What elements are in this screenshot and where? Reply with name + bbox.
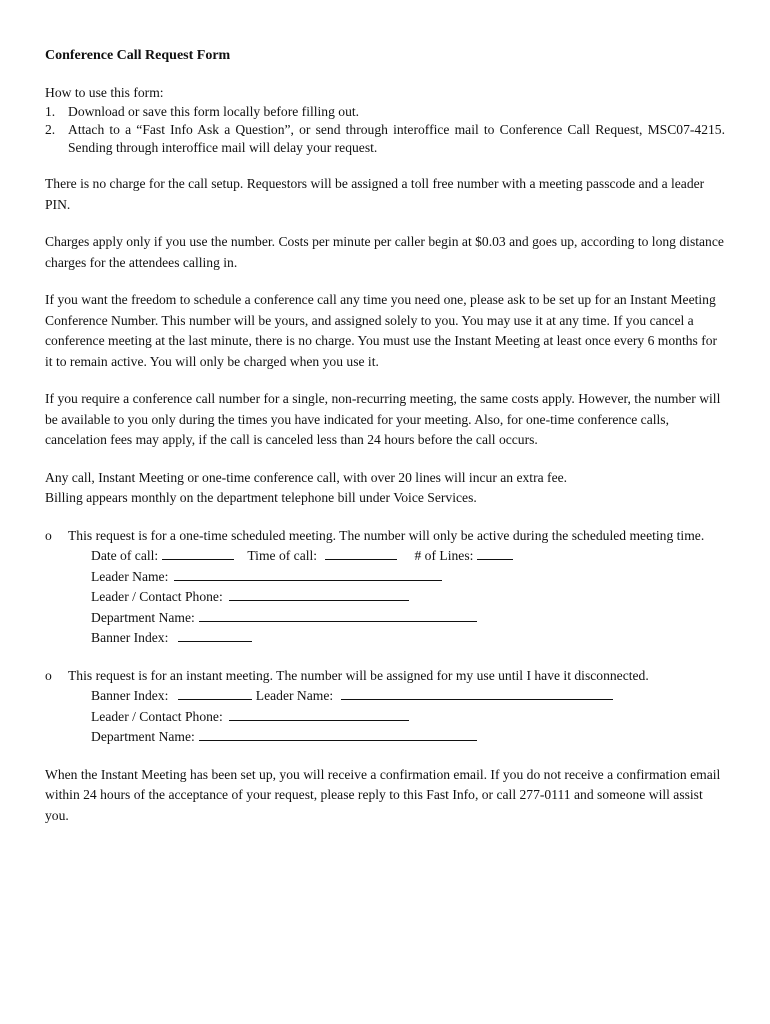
- option-instant-text: This request is for an instant meeting. The number will be assigned for my use until I have it disconnected.: [68, 667, 649, 683]
- option-instant: [45, 666, 725, 748]
- leader-name-field[interactable]: [174, 567, 442, 581]
- contact-phone-field[interactable]: [229, 707, 409, 721]
- lines-label: # of Lines:: [414, 548, 474, 563]
- form-title: Conference Call Request Form: [45, 48, 231, 63]
- paragraph-setup-charge: There is no charge for the call setup. Requestors will be assigned a toll free number with a meeting passcode and a leader PIN.: [45, 176, 705, 212]
- date-field[interactable]: [162, 546, 234, 560]
- contact-phone-row: [91, 707, 725, 728]
- department-row: [91, 608, 725, 629]
- department-field[interactable]: [199, 727, 477, 741]
- banner-index-label: Banner Index:: [91, 630, 169, 645]
- billing-text: Billing appears monthly on the department telephone bill under Voice Services.: [45, 490, 477, 505]
- paragraph-fees-billing: [45, 468, 725, 509]
- lines-field[interactable]: [477, 546, 513, 560]
- department-row: [91, 727, 725, 748]
- option-one-time: [45, 526, 725, 649]
- time-label: Time of call:: [247, 548, 318, 563]
- date-time-lines-row: [91, 546, 725, 567]
- banner-index-label: Banner Index:: [91, 688, 169, 703]
- banner-index-field[interactable]: [178, 686, 252, 700]
- howto-steps: [45, 103, 725, 157]
- leader-name-label: Leader Name:: [255, 688, 334, 703]
- paragraph-usage-charges: Charges apply only if you use the number. Costs per minute per caller begin at $0.03 and goes up, according to long distance charges for the attendees calling in.: [45, 234, 724, 270]
- checkbox-instant[interactable]: o: [45, 667, 52, 683]
- step-text: Download or save this form locally before filling out.: [68, 104, 360, 119]
- contact-phone-field[interactable]: [229, 587, 409, 601]
- banner-index-field[interactable]: [178, 628, 252, 642]
- paragraph-one-time-meeting: If you require a conference call number for a single, non-recurring meeting, the same costs apply. However, the number will be available to you only during the times you have indicated for your meeting. Also, for one-time conference calls, cancelation fees may apply, if the call is canceled less than 24 hours before the call occurs.: [45, 391, 721, 447]
- time-field[interactable]: [325, 546, 397, 560]
- checkbox-one-time[interactable]: o: [45, 527, 52, 543]
- banner-leader-row: [91, 686, 725, 707]
- date-label: Date of call:: [91, 548, 159, 563]
- department-field[interactable]: [199, 608, 477, 622]
- leader-name-label: Leader Name:: [91, 568, 169, 584]
- contact-phone-label: Leader / Contact Phone:: [91, 708, 223, 724]
- instant-fields: [68, 686, 725, 748]
- one-time-fields: [68, 546, 725, 649]
- contact-phone-label: Leader / Contact Phone:: [91, 589, 223, 604]
- paragraph-instant-meeting: If you want the freedom to schedule a conference call any time you need one, please ask to be set up for an Instant Meeting Conference Number. This number will be yours, and assigned solely to you. You may use it at any time. If you cancel a conference meeting at the last minute, there is no charge. You must use the Instant Meeting at least once every 6 months for it to remain active. You will only be charged when you use it.: [45, 292, 718, 369]
- department-label: Department Name:: [91, 729, 195, 744]
- extra-fee-text: Any call, Instant Meeting or one-time conference call, with over 20 lines will incur an extra fee.: [45, 469, 568, 485]
- step-number: 2.: [45, 122, 56, 137]
- step-number: 1.: [45, 104, 56, 119]
- contact-phone-row: [91, 587, 725, 608]
- leader-name-row: [91, 567, 725, 588]
- paragraph-confirmation: When the Instant Meeting has been set up, you will receive a confirmation email. If you do not receive a confirmation email within 24 hours of the acceptance of your request, please reply to this Fast Info, or call 277-0111 and someone will assist you.: [45, 766, 721, 823]
- form-page: [45, 46, 725, 843]
- howto-step: [45, 103, 725, 121]
- step-text: Attach to a “Fast Info Ask a Question”, or send through interoffice mail to Conference Call Request, MSC07-4215. Sending through interoffice mail will delay your request.: [68, 122, 725, 155]
- howto-step: [45, 121, 725, 157]
- department-label: Department Name:: [91, 609, 195, 625]
- leader-name-field[interactable]: [341, 686, 613, 700]
- option-one-time-text: This request is for a one-time scheduled meeting. The number will only be active during the scheduled meeting time.: [68, 527, 705, 543]
- howto-intro: How to use this form:: [45, 84, 164, 100]
- banner-index-row: [91, 628, 725, 649]
